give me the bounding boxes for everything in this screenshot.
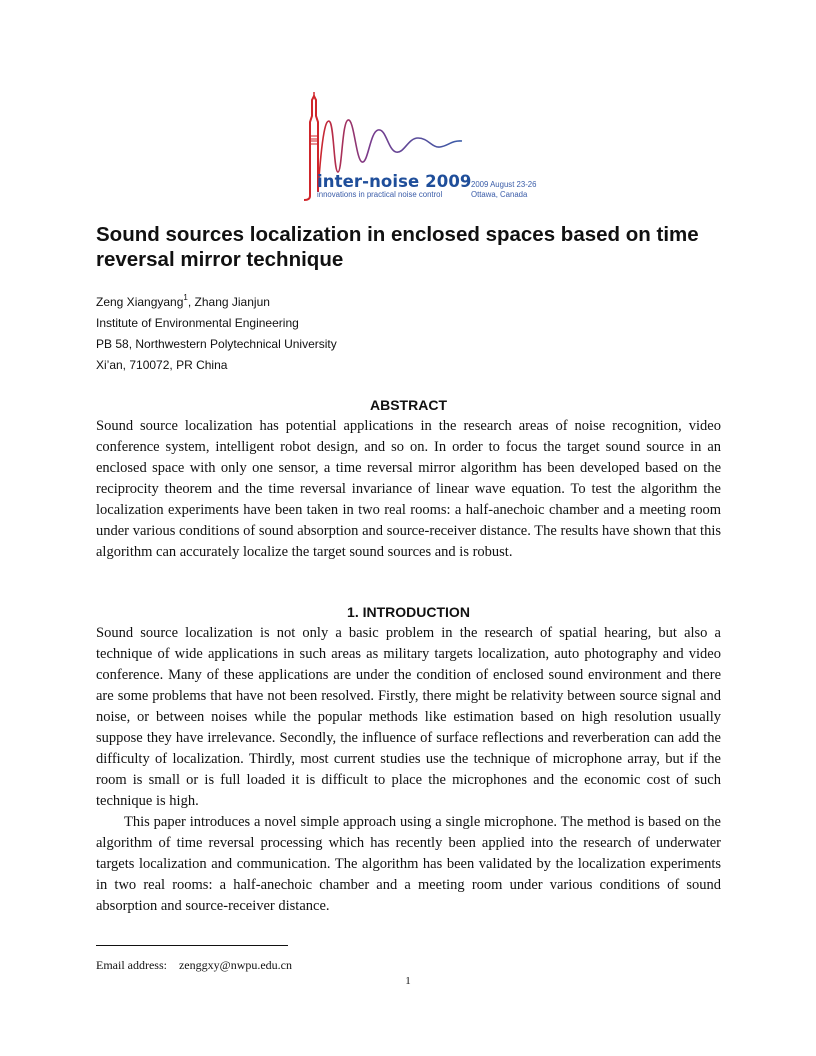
introduction-paragraph-2: This paper introduces a novel simple approach using a single microphone. The method is based on the algorithm of time reversal processing which has recently been applied into the research of underwater targets localization and communication. The algorithm has been validated by the localization experiments in two real rooms: a half-anechoic chamber and a meeting room under various conditions of sound absorption and source-receiver distance. xyxy=(96,814,721,914)
logo-tagline: innovations in practical noise control xyxy=(317,190,443,199)
conference-logo xyxy=(300,92,560,204)
paper-title: Sound sources localization in enclosed spaces based on time reversal mirror technique xyxy=(96,223,699,271)
abstract-heading: ABSTRACT xyxy=(370,397,447,413)
author-first: Zeng Xiangyang xyxy=(96,295,184,309)
author-address-2: Xi’an, 710072, PR China xyxy=(96,358,228,372)
author-block xyxy=(96,292,337,376)
author-rest: , Zhang Jianjun xyxy=(187,295,270,309)
author-address-1: PB 58, Northwestern Polytechnical University xyxy=(96,337,337,351)
page-number: 1 xyxy=(405,975,411,987)
footnote-label: Email address: xyxy=(96,958,167,972)
author-footnote-mark: 1 xyxy=(183,293,188,302)
logo-date-place xyxy=(471,180,536,200)
footnote-divider xyxy=(96,945,288,946)
introduction-paragraph-1: Sound source localization is not only a basic problem in the research of spatial hearing, but also a technique of wide applications in such areas as military targets localization, auto photography and video conference. Many of these applications are under the condition of enclosed sound environment and there are some problems that have not been resolved. Firstly, there might be relativity between source signal and noise, or between noises while the popular methods like estimation based on high resolution usually suppose they have irrelevance. Secondly, the influence of surface reflections and reverberation can add the difficulty of localization. Thirdly, most current studies use the technique of microphone array, but if the room is small or is full loaded it is difficult to place the microphones and the economic cost of such technique is high. xyxy=(96,625,721,809)
footnote xyxy=(96,958,292,973)
author-names xyxy=(96,292,337,313)
author-institute: Institute of Environmental Engineering xyxy=(96,316,299,330)
logo-place: Ottawa, Canada xyxy=(471,190,528,199)
logo-name: inter-noise 2009 xyxy=(317,172,472,191)
footnote-email[interactable]: zenggxy@nwpu.edu.cn xyxy=(178,958,293,972)
introduction-heading: 1. INTRODUCTION xyxy=(347,604,470,620)
logo-date: 2009 August 23-26 xyxy=(471,180,537,189)
abstract-text: Sound source localization has potential applications in the research areas of noise recognition, video conference system, intelligent robot design, and so on. In order to focus the target sound source in an enclosed space with only one sensor, a time reversal mirror algorithm has been developed based on the reciprocity theorem and the time reversal invariance of linear wave equation. To test the algorithm the localization experiments have been taken in two real rooms: a half-anechoic chamber and a meeting room under various conditions of sound absorption and source-receiver distance. The results have shown that this algorithm can accurately localize the target sound sources and is robust. xyxy=(96,418,721,560)
